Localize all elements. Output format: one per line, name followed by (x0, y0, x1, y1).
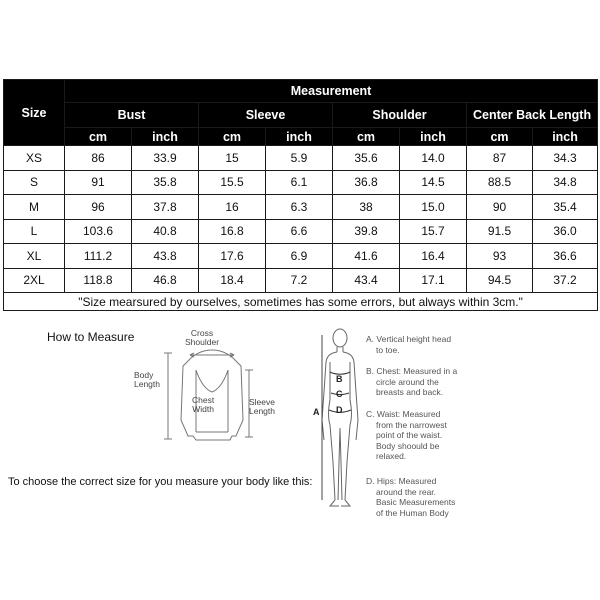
letter-d: D (336, 405, 343, 415)
sleeve-length-label: Sleeve Length (249, 397, 275, 416)
table-cell: 16 (199, 195, 266, 220)
table-cell: 5.9 (266, 146, 333, 171)
table-cell: 17.1 (400, 268, 467, 293)
unit-header: cm (333, 128, 400, 146)
table-cell: 43.8 (132, 244, 199, 269)
table-cell: 46.8 (132, 268, 199, 293)
table-cell: 16.8 (199, 219, 266, 244)
table-cell: 6.1 (266, 170, 333, 195)
table-cell: 35.4 (533, 195, 598, 220)
table-cell: 7.2 (266, 268, 333, 293)
table-cell: 91 (65, 170, 132, 195)
table-cell: 36.6 (533, 244, 598, 269)
table-cell: 14.5 (400, 170, 467, 195)
table-cell: 41.6 (333, 244, 400, 269)
how-to-measure-title: How to Measure (47, 330, 135, 344)
chest-width-label: Chest Width (192, 395, 215, 414)
measurement-header: Measurement (65, 80, 598, 103)
size-cell: XL (4, 244, 65, 269)
table-cell: 87 (467, 146, 533, 171)
table-cell: 86 (65, 146, 132, 171)
table-cell: 33.9 (132, 146, 199, 171)
unit-header: inch (266, 128, 333, 146)
table-cell: 18.4 (199, 268, 266, 293)
size-cell: L (4, 219, 65, 244)
letter-b: B (336, 374, 343, 384)
table-cell: 103.6 (65, 219, 132, 244)
table-cell: 16.4 (400, 244, 467, 269)
unit-header: cm (65, 128, 132, 146)
body-length-label: Body Length (134, 370, 160, 389)
table-cell: 34.3 (533, 146, 598, 171)
table-cell: 6.9 (266, 244, 333, 269)
table-cell: 93 (467, 244, 533, 269)
table-cell: 111.2 (65, 244, 132, 269)
table-cell: 36.8 (333, 170, 400, 195)
legend-c: C. Waist: Measured from the narrowest point of the waist. Body shoould be relaxed. (366, 409, 447, 461)
table-cell: 38 (333, 195, 400, 220)
letter-c: C (336, 389, 343, 399)
table-cell: 15 (199, 146, 266, 171)
size-cell: M (4, 195, 65, 220)
size-cell: S (4, 170, 65, 195)
table-cell: 34.8 (533, 170, 598, 195)
table-cell: 35.8 (132, 170, 199, 195)
table-cell: 37.8 (132, 195, 199, 220)
table-cell: 39.8 (333, 219, 400, 244)
table-cell: 35.6 (333, 146, 400, 171)
legend-b: B. Chest: Measured in a circle around the breasts and back. (366, 366, 458, 397)
table-cell: 6.3 (266, 195, 333, 220)
unit-header: cm (199, 128, 266, 146)
unit-header: inch (400, 128, 467, 146)
unit-header: inch (533, 128, 598, 146)
table-cell: 15.0 (400, 195, 467, 220)
table-cell: 43.4 (333, 268, 400, 293)
table-cell: 17.6 (199, 244, 266, 269)
table-cell: 88.5 (467, 170, 533, 195)
table-cell: 14.0 (400, 146, 467, 171)
table-cell: 118.8 (65, 268, 132, 293)
table-cell: 94.5 (467, 268, 533, 293)
size-cell: 2XL (4, 268, 65, 293)
size-header: Size (4, 80, 65, 146)
table-cell: 96 (65, 195, 132, 220)
table-cell: 37.2 (533, 268, 598, 293)
legend-a: A. Vertical height head to toe. (366, 334, 452, 355)
table-cell: 90 (467, 195, 533, 220)
size-cell: XS (4, 146, 65, 171)
sleeve-header: Sleeve (199, 103, 333, 128)
table-cell: 15.5 (199, 170, 266, 195)
letter-a: A (313, 407, 320, 417)
table-cell: 91.5 (467, 219, 533, 244)
table-cell: 6.6 (266, 219, 333, 244)
table-cell: 15.7 (400, 219, 467, 244)
measurement-instruction: To choose the correct size for you measure your body like this: (8, 476, 313, 488)
cross-shoulder-label: Cross Shoulder (185, 328, 220, 347)
table-cell: 36.0 (533, 219, 598, 244)
table-cell: 40.8 (132, 219, 199, 244)
shoulder-header: Shoulder (333, 103, 467, 128)
measurement-note: "Size mearsured by ourselves, sometimes has some errors, but always within 3cm." (4, 293, 598, 311)
bust-header: Bust (65, 103, 199, 128)
legend-d: D. Hips: Measured around the rear. Basic Measurements of the Human Body (366, 476, 456, 518)
center-back-length-header: Center Back Length (467, 103, 598, 128)
unit-header: cm (467, 128, 533, 146)
unit-header: inch (132, 128, 199, 146)
